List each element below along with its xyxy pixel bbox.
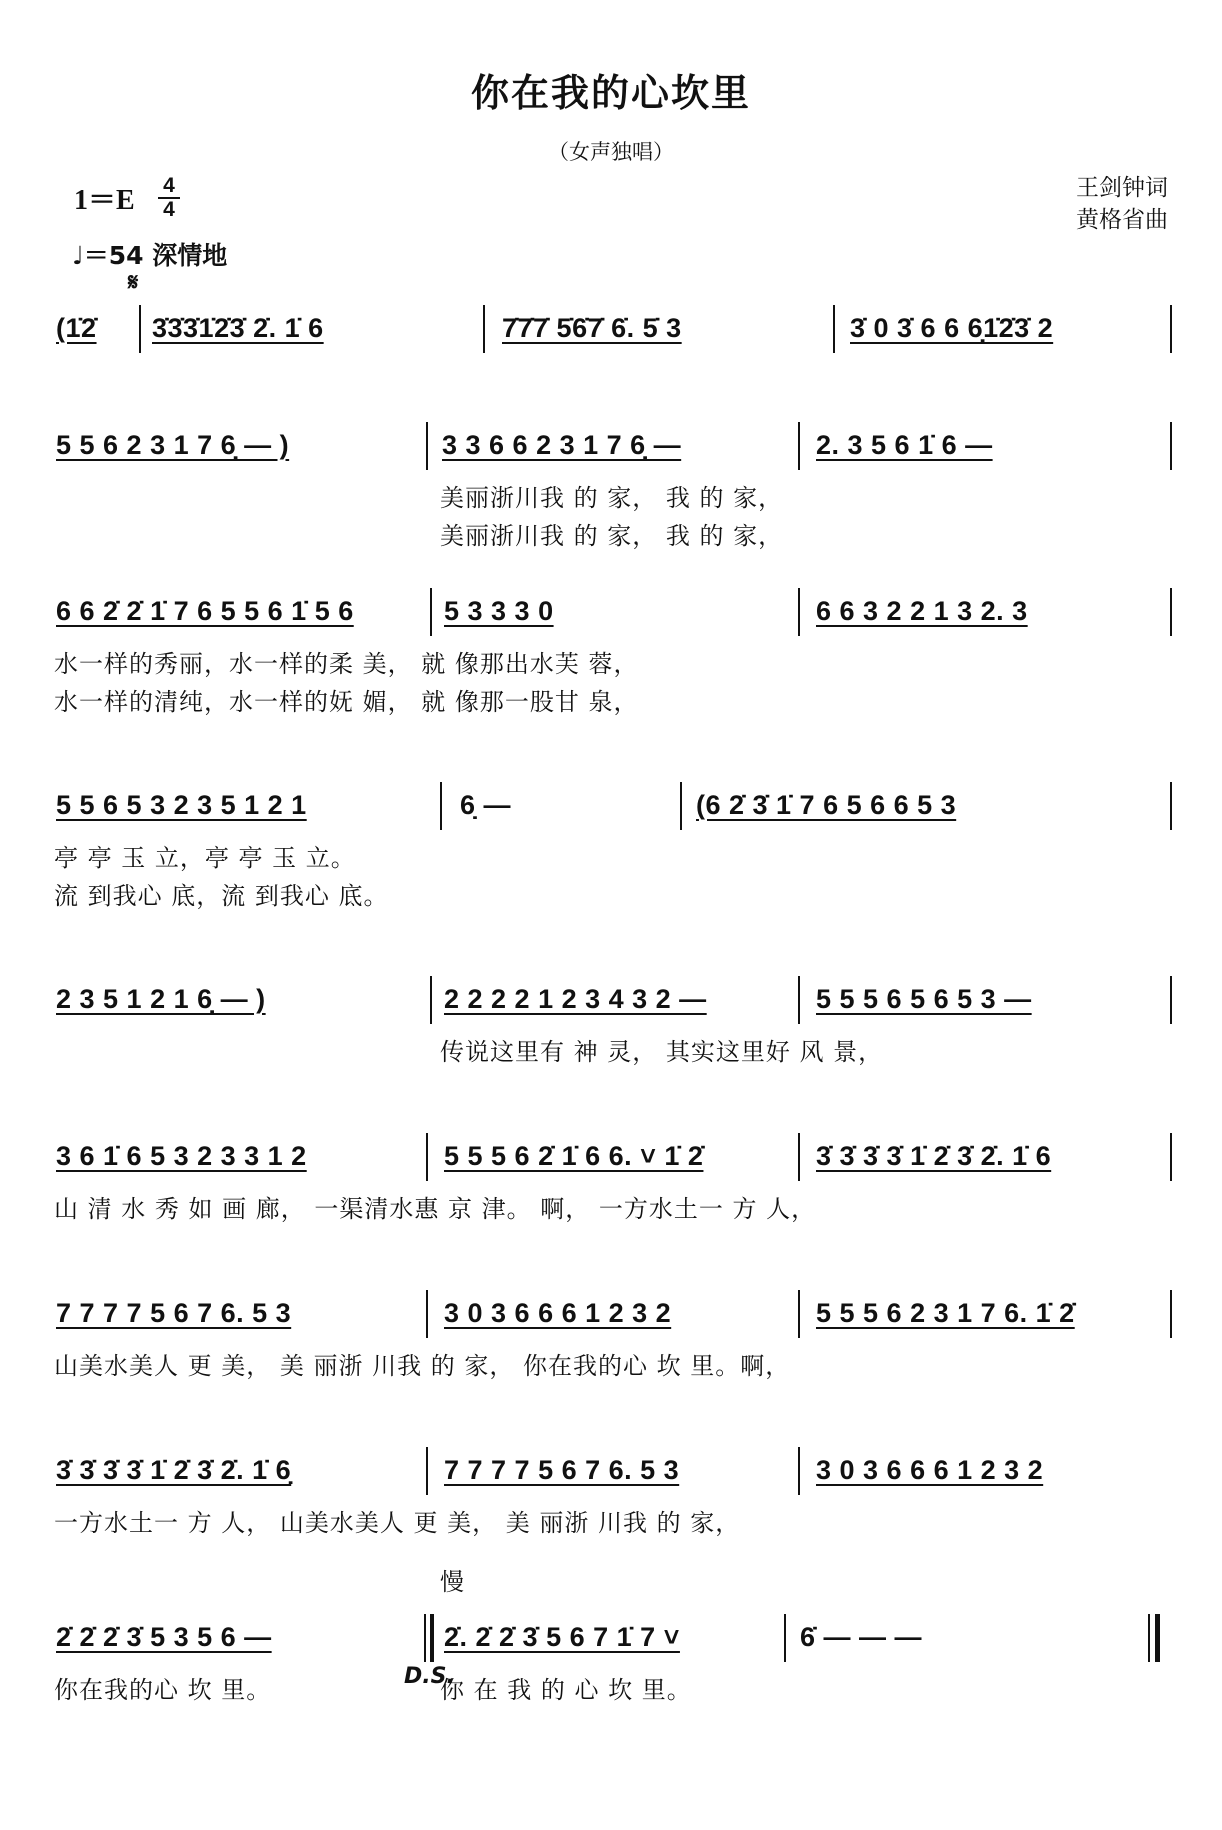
measure: 2 3 5 1 2 1 6̣ — ) <box>56 984 266 1014</box>
barline <box>784 1614 786 1662</box>
measure: 6 6 3 2 2 1 3 2. 3 <box>816 596 1028 626</box>
measure: 3 0 3 6 6 6 1 2 3 2 <box>444 1298 672 1328</box>
notes-row <box>56 1614 1176 1660</box>
barline <box>798 422 800 470</box>
lyrics-verse-2: 水一样的清纯，水一样的妩 媚， 就 像那一股甘 泉， <box>54 688 639 716</box>
measure: 3 3 6 6 2 3 1 7 6̣ — <box>442 430 682 460</box>
barline <box>139 305 141 353</box>
barline <box>483 305 485 353</box>
lyrics-verse-1: 你在我的心 坎 里。 <box>54 1676 272 1704</box>
barline <box>798 976 800 1024</box>
measure: 5 5 6 2 3 1 7 6̣ — ) <box>56 430 290 460</box>
measure: 5 5 5 6 2 3 1 7 6. 1̇ 2̇ <box>816 1298 1075 1328</box>
lyrics-verse-1: 亭 亭 玉 立，亭 亭 玉 立。 <box>54 844 356 872</box>
notes-row <box>56 588 1176 634</box>
lyrics-verse-1: 传说这里有 神 灵， 其实这里好 风 景， <box>440 1038 884 1066</box>
time-bottom: 4 <box>163 198 175 221</box>
measure: 3̇ 3̇ 3̇ 3̇ 1̇ 2̇ 3̇ 2̇. 1̇ 6̣ <box>56 1455 292 1485</box>
credits <box>1076 172 1168 236</box>
lyrics-verse-1: 水一样的秀丽，水一样的柔 美， 就 像那出水芙 蓉， <box>54 650 639 678</box>
barline <box>426 1133 428 1181</box>
barline <box>426 422 428 470</box>
notes-row <box>56 1447 1176 1493</box>
time-top: 4 <box>163 174 175 197</box>
composer: 黄格省曲 <box>1076 207 1168 233</box>
lyrics-verse-2: 美丽浙川我 的 家， 我 的 家， <box>440 522 784 550</box>
measure: 6̣ — <box>460 790 512 820</box>
barline <box>798 588 800 636</box>
notes-row <box>56 782 1176 828</box>
measure: 5 3 3 3 0 <box>444 596 554 626</box>
double-barline <box>424 1614 426 1662</box>
barline <box>798 1133 800 1181</box>
measure: 3̇ 0 3̇ 6 6 6̣1̇2̇3̇ 2 <box>850 313 1054 343</box>
barline <box>430 976 432 1024</box>
measure: 3̇3̇3̇1̇2̇3̇ 2̇. 1̇ 6 <box>152 313 324 343</box>
key-signature: 1＝E <box>74 185 135 216</box>
lyrics-verse-2: 你 在 我 的 心 坎 里。 <box>440 1676 692 1704</box>
lyricist: 王剑钟词 <box>1076 175 1168 201</box>
lyrics-verse-1: 山 清 水 秀 如 画 廊， 一渠清水惠 京 津。 啊， 一方水土一 方 人， <box>54 1195 817 1223</box>
barline <box>1170 976 1172 1024</box>
final-barline-thick <box>1155 1614 1160 1662</box>
final-barline <box>1148 1614 1150 1662</box>
notes-row <box>56 422 1176 468</box>
measure: 5 5 5 6 2̇ 1̇ 6 6. ˅ 1̇ 2̇ <box>444 1141 704 1171</box>
measure: (1̇2̇ <box>56 313 97 343</box>
lyrics-verse-1: 山美水美人 更 美， 美 丽浙 川我 的 家， 你在我的心 坎 里。啊， <box>54 1352 791 1380</box>
measure: 3̇ 3̇ 3̇ 3̇ 1̇ 2̇ 3̇ 2̇. 1̇ 6 <box>816 1141 1052 1171</box>
measure: 5 5 6 5 3 2 3 5 1 2 1 <box>56 790 307 820</box>
notes-row <box>56 1133 1176 1179</box>
lyrics-verse-2: 流 到我心 底，流 到我心 底。 <box>54 882 389 910</box>
barline <box>1170 782 1172 830</box>
measure: 2 2 2 2 1 2 3 4 3 2 — <box>444 984 707 1014</box>
measure: 7 7 7 7 5 6 7 6. 5 3 <box>444 1455 680 1485</box>
measure: 5 5 5 6 5 6 5 3 — <box>816 984 1032 1014</box>
measure: 6̇ — — — <box>800 1622 923 1652</box>
barline <box>1170 1133 1172 1181</box>
song-subtitle: （女声独唱） <box>548 140 674 164</box>
measure: 7̇7̇7̇ 5̇6̇7̇ 6̇. 5̇ 3 <box>502 313 682 343</box>
measure: 3 0 3 6 6 6 1 2 3 2 <box>816 1455 1044 1485</box>
barline <box>798 1447 800 1495</box>
notes-row <box>56 976 1176 1022</box>
lyrics-verse-1: 一方水土一 方 人， 山美水美人 更 美， 美 丽浙 川我 的 家， <box>54 1509 741 1537</box>
double-barline-thick <box>430 1614 434 1662</box>
segno-icon: 𝄋 <box>128 268 139 296</box>
barline <box>426 1447 428 1495</box>
barline <box>1170 422 1172 470</box>
barline <box>440 782 442 830</box>
barline <box>1170 588 1172 636</box>
measure: 7 7 7 7 5 6 7 6. 5 3 <box>56 1298 292 1328</box>
barline <box>430 588 432 636</box>
measure: 6 6 2̇ 2̇ 1̇ 7 6 5 5 6 1̇ 5 6 <box>56 596 354 626</box>
measure: 3 6 1̇ 6 5 3 2 3 3 1 2 <box>56 1141 307 1171</box>
song-title: 你在我的心坎里 <box>470 71 751 115</box>
time-signature <box>158 176 180 220</box>
ds-marking: D.S. <box>404 1664 455 1689</box>
slow-marking: 慢 <box>440 1568 464 1596</box>
measure: 2̇. 2̇ 2̇ 3̇ 5 6 7 1̇ 7 ˅ <box>444 1622 680 1652</box>
lyrics-verse-1: 美丽浙川我 的 家， 我 的 家， <box>440 484 784 512</box>
tempo-marking: ♩＝54 深情地 <box>72 241 228 270</box>
measure: (6 2̇ 3̇ 1̇ 7 6 5 6 6 5 3 <box>696 790 957 820</box>
barline <box>426 1290 428 1338</box>
barline <box>1170 305 1172 353</box>
notes-row <box>56 305 1176 351</box>
barline <box>798 1290 800 1338</box>
barline <box>1170 1290 1172 1338</box>
measure: 2. 3 5 6 1̇ 6 — <box>816 430 993 460</box>
barline <box>680 782 682 830</box>
notes-row <box>56 1290 1176 1336</box>
barline <box>833 305 835 353</box>
measure: 2̇ 2̇ 2̇ 3̇ 5 3 5 6 — <box>56 1622 272 1652</box>
